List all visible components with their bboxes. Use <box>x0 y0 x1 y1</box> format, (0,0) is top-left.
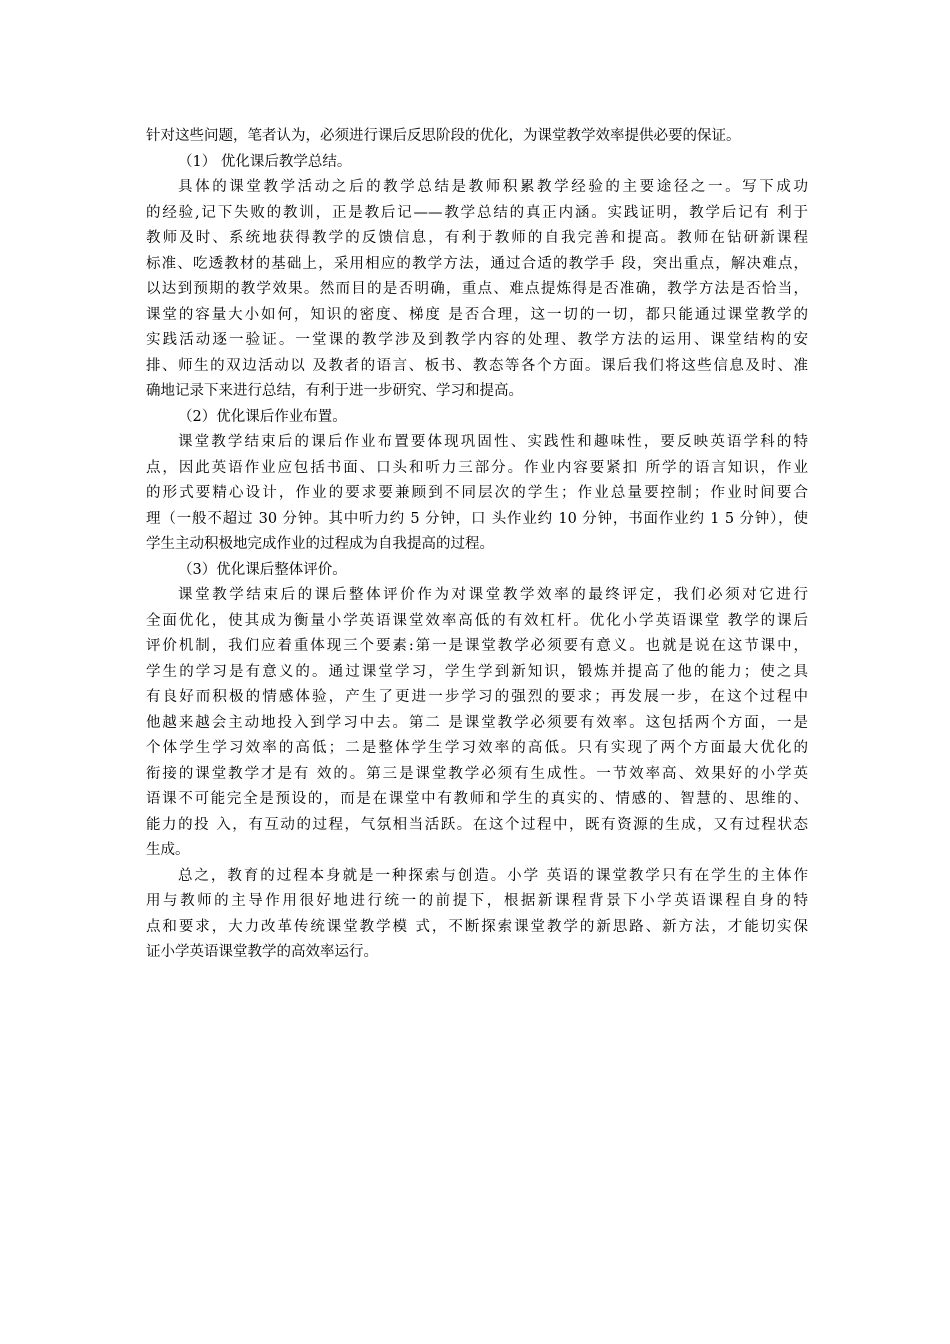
paragraph-line: 教师及时、系统地获得教学的反馈信息，有利于教师的自我完善和提高。教师在钻研新课程 <box>146 230 808 246</box>
section-heading: （3）优化课后整体评价。 <box>178 561 347 578</box>
paragraph-line: 点，因此英语作业应包括书面、口头和听力三部分。作业内容要紧扣 所学的语言知识，作业 <box>146 459 808 476</box>
paragraph-line: 评价机制，我们应着重体现三个要素:第一是课堂教学必须要有意义。也就是说在这节课中， <box>146 638 808 654</box>
paragraph-line: 确地记录下来进行总结，有利于进一步研究、学习和提高。 <box>146 383 523 399</box>
paragraph-line: 以达到预期的教学效果。然而目的是否明确，重点、难点提炼得是否准确，教学方法是否恰当， <box>146 281 808 297</box>
paragraph-line: 能力的投 入，有互动的过程，气氛相当活跃。在这个过程中，既有资源的生成，又有过程状态 <box>146 816 808 833</box>
paragraph-line: 课堂教学结束后的课后作业布置要体现巩固性、实践性和趣味性，要反映英语学科的特 <box>178 434 808 450</box>
paragraph-line: 语课不可能完全是预设的，而是在课堂中有教师和学生的真实的、情感的、智慧的、思维的、 <box>146 791 808 807</box>
paragraph-line: 的形式要精心设计，作业的要求要兼顾到不同层次的学生；作业总量要控制；作业时间要合 <box>146 485 808 501</box>
paragraph-line: 课堂的容量大小如何，知识的密度、梯度 是否合理，这一切的一切，都只能通过课堂教学的 <box>146 306 808 323</box>
paragraph-line: 有良好而积极的情感体验，产生了更进一步学习的强烈的要求；再发展一步，在这个过程中 <box>146 689 808 705</box>
paragraph-line: 总之，教育的过程本身就是一种探索与创造。小学 英语的课堂教学只有在学生的主体作 <box>178 867 808 884</box>
paragraph-line: 实践活动逐一验证。一堂课的教学涉及到教学内容的处理、教学方法的运用、课堂结构的安 <box>146 332 808 348</box>
paragraph-line: 学生主动积极地完成作业的过程成为自我提高的过程。 <box>146 536 494 552</box>
paragraph-line: 个体学生学习效率的高低；二是整体学生学习效率的高低。只有实现了两个方面最大优化的 <box>146 740 808 756</box>
paragraph-line: 全面优化，使其成为衡量小学英语课堂效率高低的有效杠杆。优化小学英语课堂 教学的课后 <box>146 612 808 629</box>
section-heading: （2）优化课后作业布置。 <box>178 408 347 425</box>
paragraph-line: 生成。 <box>146 842 190 858</box>
paragraph-line: 的经验,记下失败的教训，正是教后记——教学总结的真正内涵。实践证明，教学后记有 利于 <box>146 204 808 221</box>
paragraph-line: 针对这些问题，笔者认为，必须进行课后反思阶段的优化，为课堂教学效率提供必要的保证。 <box>146 128 741 144</box>
paragraph-line: 学生的学习是有意义的。通过课堂学习，学生学到新知识，锻炼并提高了他的能力；使之具 <box>146 663 808 680</box>
paragraph-line: 衔接的课堂教学才是有 效的。第三是课堂教学必须有生成性。一节效率高、效果好的小学英 <box>146 765 808 782</box>
paragraph-line: 标准、吃透教材的基础上，采用相应的教学方法，通过合适的教学手 段，突出重点，解决难点， <box>146 255 808 272</box>
paragraph-line: 排、师生的双边活动以 及教者的语言、板书、教态等各个方面。课后我们将这些信息及时、准 <box>146 357 808 374</box>
section-heading: （1） 优化课后教学总结。 <box>178 153 352 170</box>
paragraph-line: 课堂教学结束后的课后整体评价作为对课堂教学效率的最终评定，我们必须对它进行 <box>178 587 808 603</box>
paragraph-line: 点和要求，大力改革传统课堂教学模 式，不断探索课堂教学的新思路、新方法，才能切实保 <box>146 918 808 935</box>
paragraph-line: 理（一般不超过 30 分钟。其中听力约 5 分钟，口 头作业约 10 分钟，书面作业约 1 5 分钟），使 <box>146 510 808 527</box>
document-body <box>146 124 808 966</box>
paragraph-line: 证小学英语课堂教学的高效率运行。 <box>146 944 378 960</box>
paragraph-line: 他越来越会主动地投入到学习中去。第二 是课堂教学必须要有效率。这包括两个方面，一是 <box>146 714 808 731</box>
paragraph-line: 用与教师的主导作用很好地进行统一的前提下，根据新课程背景下小学英语课程自身的特 <box>146 893 808 909</box>
paragraph-line: 具体的课堂教学活动之后的教学总结是教师积累教学经验的主要途径之一。写下成功 <box>178 179 808 195</box>
